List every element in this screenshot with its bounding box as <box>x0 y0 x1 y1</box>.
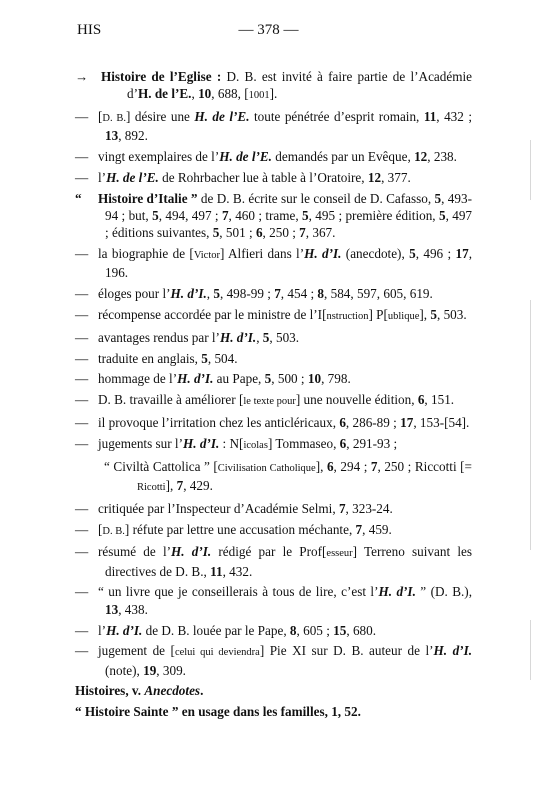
entry-text: ] Terreno suivant les directives de D. B., <box>105 544 472 579</box>
entry-text: , 151. <box>424 392 455 408</box>
entry-text: , 605 ; <box>296 622 334 638</box>
entry-text: , 503. <box>269 329 300 345</box>
entry-text: D. B. <box>102 113 127 125</box>
entry-dash: — <box>75 415 89 431</box>
entry-text: , 459. <box>362 521 392 537</box>
entry-text: “ Histoire Sainte ” <box>75 704 179 720</box>
entry-text: , 503. <box>436 307 467 323</box>
entry-text: D. B. <box>102 525 125 537</box>
entry-text: 6 <box>339 415 346 431</box>
entry-text: H. de l’E. <box>138 86 192 102</box>
entry-text: ] Pie XI sur D. B. auteur de l’ <box>259 643 434 659</box>
scan-edge-line <box>530 620 531 680</box>
entry-text: H. d’I. <box>219 329 257 345</box>
entry-text: Victor <box>193 250 221 262</box>
index-entry <box>75 682 472 699</box>
entry-text: , 500 ; <box>271 371 308 387</box>
entry-text: 7 <box>221 208 229 224</box>
entry-text: nstruction <box>326 311 369 323</box>
entry-text: 12 <box>367 169 382 185</box>
entry-text: ] réfute par lettre une accusation méchante, <box>124 521 356 537</box>
entry-dash: — <box>75 286 89 302</box>
entry-text: , 498-99 ; <box>219 286 275 302</box>
index-entry <box>75 458 472 497</box>
entry-text: 6 <box>255 225 263 241</box>
entry-text: de D. B. louée par le Pape, <box>142 622 290 638</box>
entry-text: l’ <box>98 169 107 185</box>
entry-text: ] P[ <box>368 307 388 323</box>
entry-text: jugements sur l’ <box>98 435 183 451</box>
entry-text: ], <box>165 477 177 493</box>
entry-text: , 323-24. <box>345 500 393 516</box>
entry-text: , 432. <box>222 563 253 579</box>
entry-text: [ <box>98 521 103 537</box>
entry-dash: — <box>75 149 89 165</box>
index-entry <box>75 190 472 242</box>
entry-text: , 153-[54]. <box>413 415 470 431</box>
entry-text: en usage dans les familles, <box>178 704 332 720</box>
entry-text: 7 <box>176 477 184 493</box>
entry-text: H. de l’E. <box>194 109 250 125</box>
entry-text: , 432 ; <box>436 109 472 125</box>
entry-text: 5 <box>201 350 208 366</box>
entry-text: 7 <box>338 500 346 516</box>
entry-text: [ <box>98 109 103 125</box>
entry-text: (note), <box>105 662 144 678</box>
entry-dash: — <box>75 500 89 516</box>
index-entry <box>75 350 472 367</box>
entry-text: , 196. <box>105 246 472 281</box>
entry-text: 7 <box>274 286 281 302</box>
entry-text: 11 <box>423 109 437 125</box>
entry-text: 5 <box>264 371 272 387</box>
index-entry <box>75 245 472 282</box>
index-entry <box>75 391 472 410</box>
entry-text: H. d’I. <box>106 622 143 638</box>
entry-text: , 497 ; éditions suivantes, <box>105 208 473 241</box>
entry-text: toute pénétrée d’esprit romain, <box>249 109 424 125</box>
entry-text: 13 <box>105 601 119 617</box>
entry-text: demandés par un Evêque, <box>271 149 415 165</box>
scan-edge-line <box>530 140 531 200</box>
entry-text: H. d’I. <box>171 544 212 560</box>
entry-dash: — <box>75 435 89 451</box>
index-entry <box>75 622 472 639</box>
index-entry <box>75 148 472 165</box>
entry-text: résumé de l’ <box>98 544 171 560</box>
entry-dash: — <box>75 109 89 125</box>
entry-text: traduite en anglais, <box>98 350 202 366</box>
entry-text: , <box>191 86 199 102</box>
entry-text: 13 <box>105 128 119 144</box>
entry-text: , <box>206 286 214 302</box>
entry-dash: — <box>75 350 89 366</box>
entry-text: 5 <box>409 246 416 262</box>
entry-text: de Rohrbacher lue à table à l’Oratoire, <box>158 169 368 185</box>
entry-text: de D. B. écrite sur le conseil de D. Cafasso, <box>197 190 435 206</box>
scan-edge-line <box>530 300 531 550</box>
entry-dash: — <box>75 329 89 345</box>
entry-text: 11 <box>210 563 223 579</box>
entry-text: , 496 ; <box>415 246 456 262</box>
entry-dash: “ <box>75 190 82 206</box>
entry-text: H. de l’E. <box>106 169 159 185</box>
index-entry <box>75 435 472 454</box>
entry-text: 6 <box>417 392 425 408</box>
entry-text: vingt exemplaires de l’ <box>98 149 220 165</box>
entry-text: “ Civiltà Cattolica ” [ <box>104 458 218 474</box>
entry-text: rédigé par le Prof[ <box>211 544 327 560</box>
index-entry <box>75 500 472 517</box>
running-head: HIS <box>77 22 102 38</box>
entry-text: , 309. <box>156 662 186 678</box>
entry-text: Anecdotes <box>144 683 201 699</box>
entry-text: la biographie de [ <box>98 246 194 262</box>
entry-text: 1001 <box>248 90 270 102</box>
entry-text: au Pape, <box>213 371 265 387</box>
entry-text: H. d’I. <box>433 643 473 659</box>
entry-text: , 250 ; Riccotti [= <box>377 458 472 474</box>
entry-text: , 291-93 ; <box>346 435 398 451</box>
entry-text: 6 <box>339 435 347 451</box>
entry-text: Ricotti <box>137 481 166 493</box>
entry-dash: — <box>75 169 89 185</box>
entry-text: 15 <box>333 622 347 638</box>
index-entry <box>75 108 472 145</box>
entry-text: Histoire de l’Eglise : <box>101 69 222 84</box>
entry-text: , 377. <box>381 169 411 185</box>
arrow-icon: → <box>75 69 89 84</box>
entry-text: 10 <box>307 371 322 387</box>
entry-text: avantages rendus par l’ <box>98 329 220 345</box>
entry-text: D. B. est invité à faire partie de l’Académie d’ <box>127 69 473 102</box>
entry-dash: — <box>75 643 89 659</box>
index-entries <box>75 68 472 721</box>
entry-text: 12 <box>414 149 428 165</box>
entry-dash: — <box>75 392 89 408</box>
index-entry <box>75 329 472 346</box>
entry-text: , 680. <box>346 622 377 638</box>
entry-text: esseur <box>326 548 353 560</box>
entry-text: 5 <box>302 208 309 224</box>
entry-text: 19 <box>143 662 157 678</box>
entry-text: , 438. <box>118 601 148 617</box>
entry-text: ], <box>315 458 327 474</box>
entry-text: 8 <box>289 622 297 638</box>
entry-text: ublique <box>387 311 420 323</box>
index-entry <box>75 521 472 540</box>
index-entry <box>75 370 472 387</box>
entry-text: , 367. <box>305 225 336 241</box>
entry-text: 6 <box>326 458 334 474</box>
entry-text: 7 <box>299 225 306 241</box>
entry-text: , 494, 497 ; <box>158 208 222 224</box>
entry-text: le texte pour <box>243 396 296 408</box>
entry-text: 5 <box>434 190 442 206</box>
entry-text: H. d’I. <box>182 435 220 451</box>
entry-text: ] désire une <box>126 109 195 125</box>
entry-text: ], <box>419 307 431 323</box>
entry-text: il provoque l’irritation chez les anticléricaux, <box>98 415 340 431</box>
entry-text: , 504. <box>207 350 238 366</box>
entry-text: ] une nouvelle édition, <box>295 392 418 408</box>
page-number: — 378 — <box>238 22 299 38</box>
entry-text: 5 <box>212 225 220 241</box>
entry-text: H. de l’E. <box>219 149 272 165</box>
entry-dash: — <box>75 622 89 638</box>
entry-text: l’ <box>98 622 107 638</box>
entry-text: 5 <box>430 307 437 323</box>
entry-text: 1 <box>331 704 338 720</box>
entry-text: (anecdote), <box>341 246 410 262</box>
entry-text: , 493-94 ; but, <box>105 190 472 224</box>
entry-dash: — <box>75 584 89 600</box>
index-entry <box>75 68 472 105</box>
entry-text: , v. <box>125 683 145 699</box>
index-entry <box>75 285 472 302</box>
entry-text: récompense accordée par le ministre de l’I[ <box>98 307 327 323</box>
entry-text: , 294 ; <box>333 458 371 474</box>
entry-text: . <box>200 683 204 699</box>
entry-text: ] Alfieri dans l’ <box>220 246 305 262</box>
entry-text: , 798. <box>321 371 351 387</box>
entry-text: H. d’I. <box>170 286 207 302</box>
entry-text: hommage de l’ <box>98 371 178 387</box>
entry-text: 7 <box>370 458 378 474</box>
entry-text: : N[ <box>219 435 244 451</box>
index-entry <box>75 169 472 186</box>
entry-text: 5 <box>152 208 159 224</box>
entry-dash: — <box>75 371 89 387</box>
entry-text: , 250 ; <box>262 225 300 241</box>
entry-text: , 584, 597, 605, 619. <box>324 286 433 302</box>
entry-text: Histoire d’Italie ” <box>98 190 198 206</box>
entry-text: , 892. <box>118 128 148 144</box>
entry-dash: — <box>75 521 89 537</box>
entry-text: 7 <box>355 521 363 537</box>
entry-text: 17 <box>400 415 414 431</box>
entry-text: celui qui deviendra <box>174 647 260 659</box>
entry-dash: — <box>75 307 89 323</box>
entry-text: icolas <box>243 439 268 451</box>
entry-dash: — <box>75 246 89 262</box>
entry-text: , <box>256 329 263 345</box>
entry-text: , 688, [ <box>211 86 249 102</box>
entry-text: 17 <box>455 246 469 262</box>
entry-text: ]. <box>269 86 278 102</box>
entry-text: , 454 ; <box>280 286 318 302</box>
entry-text: , 460 ; trame, <box>228 208 303 224</box>
entry-text: jugement de [ <box>98 643 175 659</box>
entry-text: , 429. <box>183 477 213 493</box>
entry-text: éloges pour l’ <box>98 286 171 302</box>
entry-text: , 52. <box>337 704 361 720</box>
entry-text: ] Tommaseo, <box>267 435 340 451</box>
entry-text: , 286-89 ; <box>345 415 401 431</box>
entry-text: D. B. travaille à améliorer [ <box>98 392 244 408</box>
entry-text: “ un livre que je conseillerais à tous de lire, c’est l’ <box>98 584 379 600</box>
index-entry <box>75 414 472 431</box>
index-entry <box>75 583 472 618</box>
entry-dash: — <box>75 544 89 560</box>
index-entry <box>75 703 472 720</box>
entry-text: H. d’I. <box>378 584 416 600</box>
index-entry <box>75 543 472 580</box>
entry-text: 5 <box>262 329 270 345</box>
entry-text: , 501 ; <box>219 225 256 241</box>
entry-text: critiquée par l’Inspecteur d’Académie Selmi, <box>98 500 339 516</box>
index-entry <box>75 306 472 325</box>
entry-text: 10 <box>198 86 212 102</box>
index-entry <box>75 642 472 679</box>
entry-text: Civilisation Catholique <box>217 462 316 474</box>
entry-text: ” (D. B.), <box>415 584 472 600</box>
entry-text: 8 <box>317 286 325 302</box>
entry-text: H. d’I. <box>304 246 342 262</box>
entry-text: , 495 ; première édition, <box>308 208 439 224</box>
entry-text: , 238. <box>427 149 457 165</box>
entry-text: 5 <box>438 208 446 224</box>
entry-text: 5 <box>213 286 220 302</box>
entry-text: Histoires <box>75 683 126 699</box>
entry-text: H. d’I. <box>177 371 214 387</box>
